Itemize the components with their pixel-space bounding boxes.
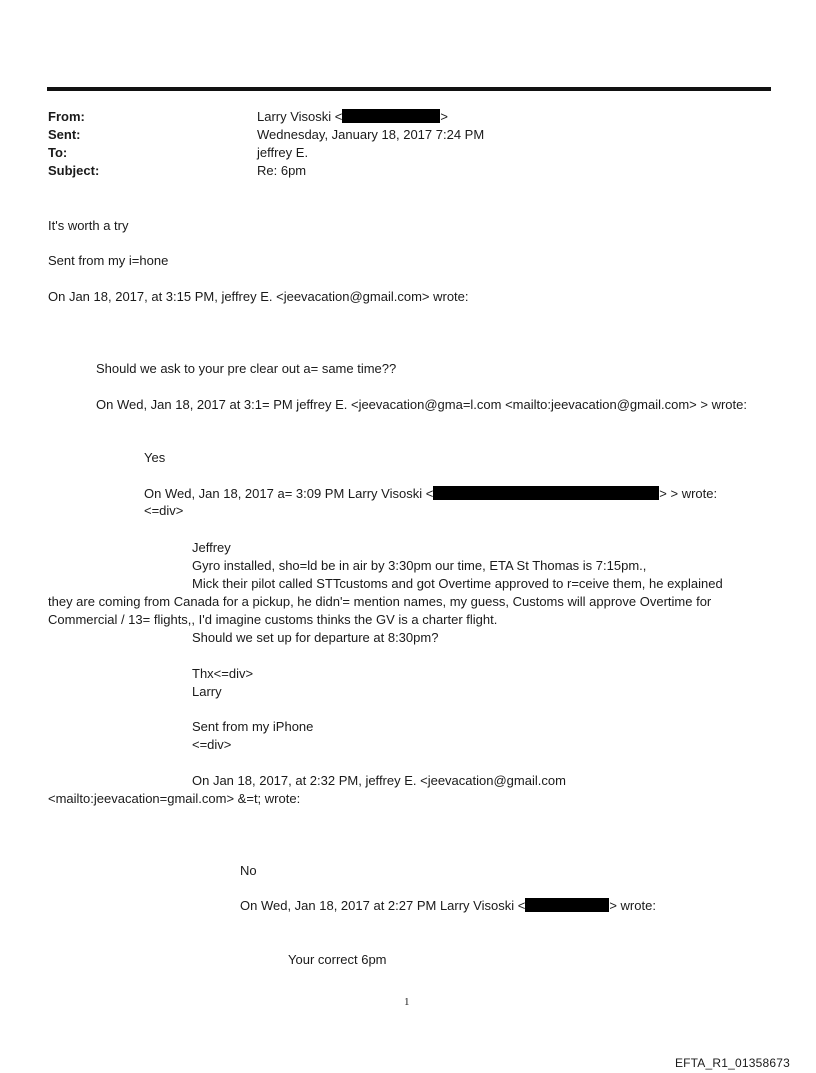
header-rule	[47, 87, 771, 91]
page-number: 1	[404, 996, 410, 1008]
quote-line: <=div>	[144, 503, 184, 518]
quote-line: No	[240, 863, 257, 878]
redaction-box	[433, 486, 659, 500]
redaction-box	[342, 109, 440, 123]
body-line: Sent from my i=hone	[48, 253, 169, 268]
quote-line: Thx<=div>	[192, 666, 254, 681]
quote-line: Sent from my iPhone	[192, 719, 314, 734]
quote-line: Jeffrey	[192, 540, 231, 555]
quote-line: <mailto:jeevacation=gmail.com> &=t; wrote:	[48, 791, 301, 806]
from-close: >	[440, 109, 448, 124]
sent-value: Wednesday, January 18, 2017 7:24 PM	[257, 127, 485, 142]
quote-line: On Jan 18, 2017, at 2:32 PM, jeffrey E. <jeevacation@gmail.com	[192, 773, 566, 788]
quote-line: <=div>	[192, 737, 232, 752]
from-label: From:	[48, 109, 85, 124]
to-label: To:	[48, 145, 68, 160]
subject-label: Subject:	[48, 163, 100, 178]
quote-line: Commercial / 13= flights,, I'd imagine customs thinks the GV is a charter flight.	[48, 612, 498, 627]
document-id: EFTA_R1_01358673	[674, 1056, 790, 1070]
quote-pre: On Wed, Jan 18, 2017 a= 3:09 PM Larry Visoski <	[144, 486, 434, 501]
quote-line	[240, 897, 656, 914]
quote-line: On Wed, Jan 18, 2017 at 3:1= PM jeffrey E. <jeevacation@gma=l.com <mailto:jeevacation@gmail.com> > wrote:	[96, 397, 747, 412]
redaction-box	[525, 898, 609, 912]
quote-line: Should we set up for departure at 8:30pm?	[192, 630, 439, 645]
quote-line: Your correct 6pm	[288, 952, 387, 967]
quote-pre: On Wed, Jan 18, 2017 at 2:27 PM Larry Visoski <	[240, 898, 526, 913]
quote-post: > > wrote:	[659, 486, 718, 501]
quote-line: they are coming from Canada for a pickup, he didn'= mention names, my guess, Customs will approve Overtime for	[48, 594, 712, 609]
quote-line: Mick their pilot called STTcustoms and got Overtime approved to r=ceive them, he explained	[192, 576, 723, 591]
body-line: It's worth a try	[48, 218, 129, 233]
to-value: jeffrey E.	[257, 145, 309, 160]
quote-line: Yes	[144, 450, 166, 465]
quote-line: Should we ask to your pre clear out a= same time??	[96, 361, 397, 376]
from-value	[257, 109, 448, 124]
quote-line	[144, 485, 717, 502]
quote-line: Larry	[192, 684, 222, 699]
quote-line: Gyro installed, sho=ld be in air by 3:30pm our time, ETA St Thomas is 7:15pm.,	[192, 558, 647, 573]
from-name: Larry Visoski <	[257, 109, 343, 124]
sent-label: Sent:	[48, 127, 81, 142]
subject-value: Re: 6pm	[257, 163, 307, 178]
body-line: On Jan 18, 2017, at 3:15 PM, jeffrey E. <jeevacation@gmail.com> wrote:	[48, 289, 469, 304]
quote-post: > wrote:	[609, 898, 656, 913]
